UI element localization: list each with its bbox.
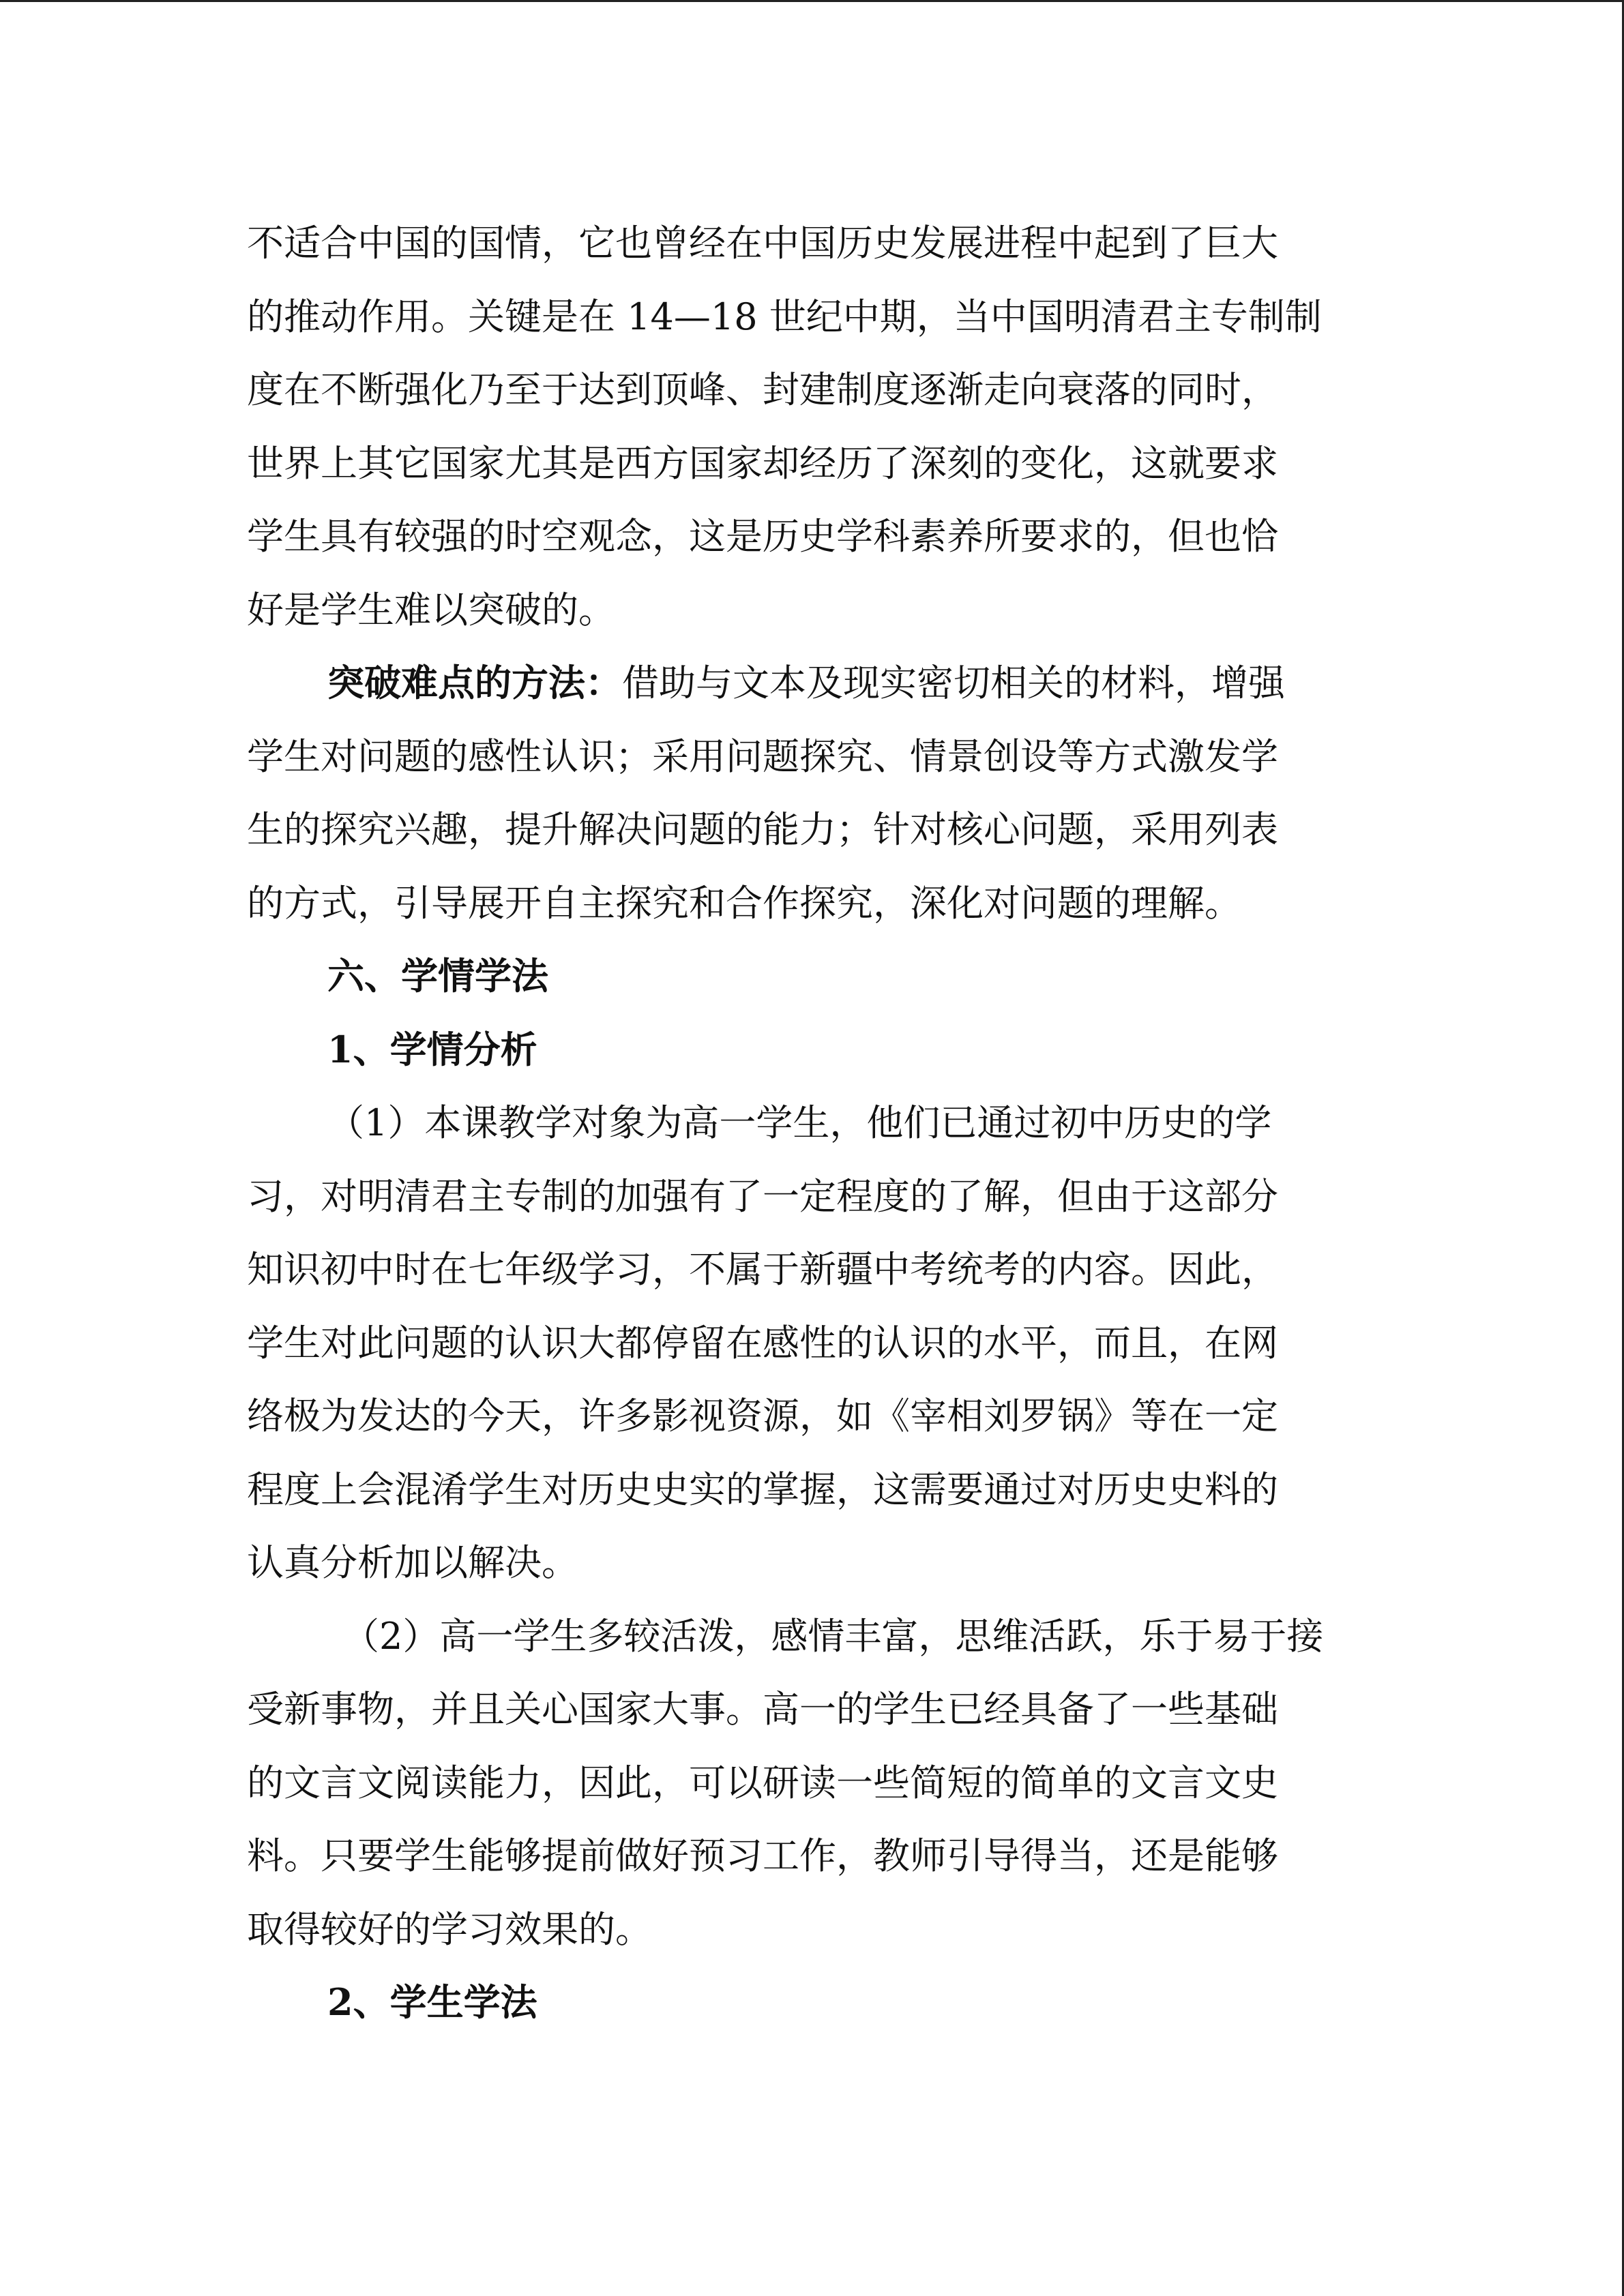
document-body	[247, 207, 1372, 2040]
text-line: 学生对问题的感性认识；采用问题探究、情景创设等方式激发学	[247, 734, 1278, 778]
text-line: 知识初中时在七年级学习，不属于新疆中考统考的内容。因此，	[247, 1248, 1278, 1291]
text-line: 学生具有较强的时空观念，这是历史学科素养所要求的，但也恰	[247, 515, 1278, 558]
text-line	[247, 646, 1372, 720]
text-line: 度在不断强化乃至于达到顶峰、封建制度逐渐走向衰落的同时，	[247, 368, 1278, 411]
text-line: 世界上其它国家尤其是西方国家却经历了深刻的变化，这就要求	[247, 441, 1278, 485]
text-line: （2）高一学生多较活泼，感情丰富，思维活跃，乐于易于接	[342, 1614, 1324, 1658]
paragraph-student-analysis-2	[247, 1600, 1372, 1967]
text-line: 程度上会混淆学生对历史史实的掌握，这需要通过对历史史料的	[247, 1467, 1278, 1511]
text-line: 络极为发达的今天，许多影视资源，如《宰相刘罗锅》等在一定	[247, 1395, 1278, 1437]
method-text: 借助与文本及现实密切相关的材料，增强	[622, 661, 1285, 704]
text-line: 习，对明清君主专制的加强有了一定程度的了解，但由于这部分	[247, 1174, 1278, 1218]
text-line: 受新事物，并且关心国家大事。高一的学生已经具备了一些基础	[247, 1688, 1278, 1731]
paragraph-difficulty-reason	[247, 207, 1372, 646]
text-line: 的推动作用。关键是在 14—18 世纪中期，当中国明清君主专制制	[247, 295, 1322, 338]
page-border-top	[0, 0, 1624, 2]
text-line: 生的探究兴趣，提升解决问题的能力；针对核心问题，采用列表	[247, 808, 1278, 851]
subheading-learning-analysis: 1、学情分析	[327, 1027, 537, 1071]
text-line: 料。只要学生能够提前做好预习工作，教师引导得当，还是能够	[247, 1834, 1278, 1877]
text-line: （1）本课教学对象为高一学生，他们已通过初中历史的学	[327, 1101, 1272, 1144]
section-heading: 六、学情学法	[327, 954, 548, 998]
method-heading: 突破难点的方法：	[327, 661, 622, 704]
text-line: 取得较好的学习效果的。	[247, 1907, 652, 1951]
paragraph-student-analysis-1	[247, 1086, 1372, 1600]
text-line: 不适合中国的国情，它也曾经在中国历史发展进程中起到了巨大	[247, 222, 1278, 265]
text-line: 的文言文阅读能力，因此，可以研读一些简短的简单的文言文史	[247, 1761, 1278, 1804]
text-line: 好是学生难以突破的。	[247, 588, 615, 631]
text-line: 认真分析加以解决。	[247, 1541, 578, 1584]
text-line: 的方式，引导展开自主探究和合作探究，深化对问题的理解。	[247, 881, 1241, 925]
paragraph-breakthrough-method	[247, 646, 1372, 940]
subheading-learning-methods: 2、学生学法	[327, 1980, 537, 2024]
text-line: 学生对此问题的认识大都停留在感性的认识的水平，而且，在网	[247, 1321, 1278, 1365]
